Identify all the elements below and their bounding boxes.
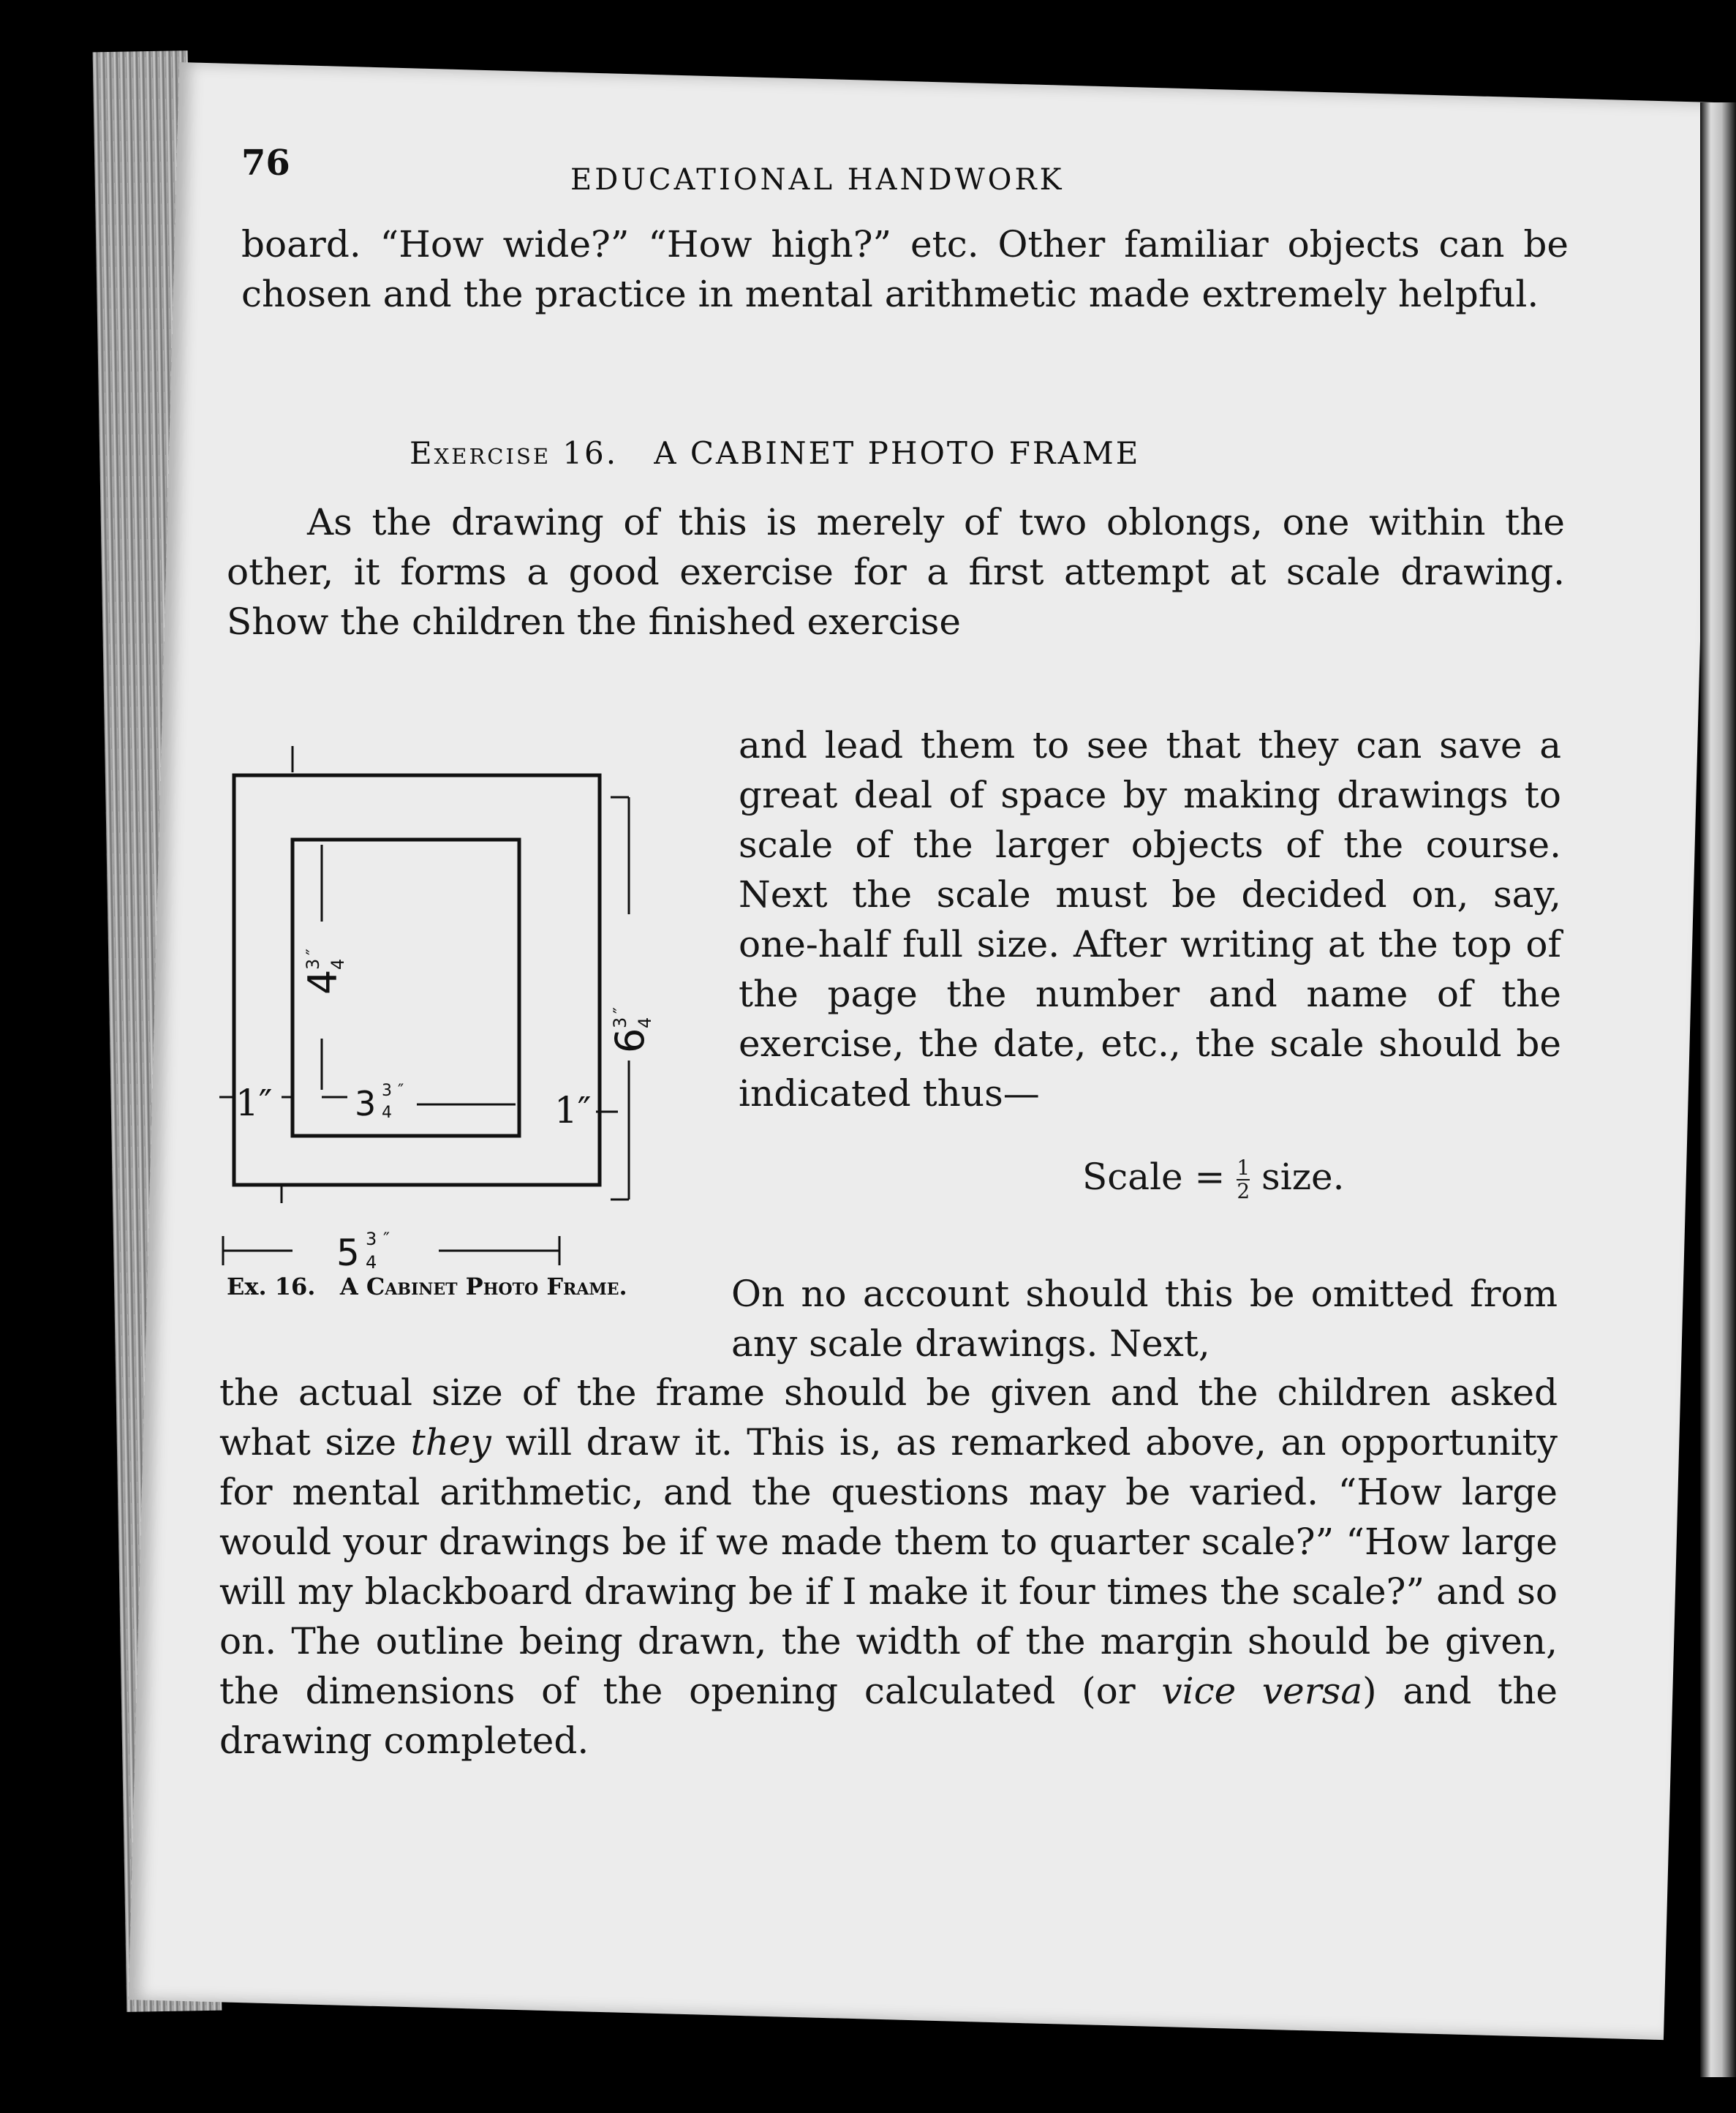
svg-text:4: 4 — [366, 1252, 377, 1273]
scale-prefix: Scale = — [1082, 1156, 1237, 1198]
outer-height-label — [607, 1007, 655, 1053]
next-page-edge — [1700, 102, 1736, 2077]
photo-frame-diagram — [219, 746, 731, 1273]
bottom-emphasis-vice-versa: vice versa — [1161, 1670, 1363, 1712]
svg-text:4: 4 — [300, 969, 346, 995]
svg-text:3: 3 — [610, 1017, 630, 1028]
paragraph-after-scale — [731, 1269, 1558, 1368]
svg-text:6: 6 — [607, 1028, 653, 1053]
scale-num: 1 — [1237, 1156, 1250, 1180]
svg-text:3: 3 — [382, 1082, 392, 1100]
paragraph-side-text: and lead them to see that they can save a great deal of space by making drawings to scale of the larger objects of the course. Next the scale must be decided on, say, one-half full size. After writing at the top of the page the number and name of the exercise, the date, etc., the scale should be indicated thus— — [739, 724, 1561, 1115]
outer-oblong — [234, 775, 600, 1185]
exercise-label: Exercise 16. — [410, 435, 619, 471]
photo-frame-drawing — [219, 746, 731, 1273]
bottom-text-3: ) and the drawing completed. — [219, 1670, 1558, 1762]
svg-text:″: ″ — [398, 1082, 404, 1100]
scale-indication — [1082, 1156, 1345, 1202]
paragraph-intro — [227, 497, 1565, 647]
caption-label: Ex. 16. — [227, 1273, 316, 1300]
scale-den: 2 — [1237, 1179, 1250, 1203]
bottom-text-1: the actual size of the frame should be given and the children asked what size — [219, 1371, 1558, 1464]
paragraph-bottom — [219, 1368, 1558, 1766]
svg-text:4: 4 — [635, 1017, 655, 1028]
svg-text:5: 5 — [336, 1232, 360, 1273]
bottom-text-2: will draw it. This is, as remarked above, an opportunity for mental arithmetic, and the questions may be varied. “How large would your drawings be if we made them to quarter scale?” “How large will my blackboard drawing be if I make it four times the scale?” and so on. The outline being drawn, the width of the margin should be given, the dimensions of the opening calculated (or — [219, 1421, 1558, 1712]
paragraph-side — [739, 720, 1561, 1118]
inner-width-label — [355, 1082, 404, 1123]
outer-width-label — [336, 1229, 390, 1273]
margin-left-label: 1″ — [235, 1082, 273, 1124]
bottom-emphasis-they: they — [410, 1421, 491, 1464]
inner-height-label — [300, 949, 348, 995]
svg-text:″: ″ — [303, 949, 323, 955]
svg-text:3: 3 — [355, 1084, 377, 1123]
svg-text:3: 3 — [303, 958, 323, 970]
paragraph-top — [241, 219, 1569, 319]
svg-text:4: 4 — [382, 1104, 392, 1122]
svg-text:″: ″ — [610, 1007, 630, 1014]
paragraph-after-scale-text: On no account should this be omitted from any scale drawings. Next, — [731, 1273, 1558, 1365]
paragraph-top-text: board. “How wide?” “How high?” etc. Other familiar objects can be chosen and the practice in mental arithmetic made extremely helpful. — [241, 223, 1569, 315]
caption-title: A Cabinet Photo Frame. — [339, 1273, 627, 1300]
svg-text:4: 4 — [328, 958, 348, 970]
exercise-heading — [410, 435, 1140, 471]
margin-right-label: 1″ — [554, 1089, 592, 1131]
svg-text:″: ″ — [383, 1229, 390, 1249]
paragraph-intro-text: As the drawing of this is merely of two oblongs, one within the other, it forms a good exercise for a first attempt at scale drawing. Show the children the finished exercise — [227, 501, 1565, 643]
page-header — [241, 143, 1626, 208]
figure-caption — [227, 1273, 627, 1300]
exercise-title: A CABINET PHOTO FRAME — [654, 435, 1141, 471]
paragraph-bottom-text — [219, 1368, 1558, 1766]
scale-suffix: size. — [1250, 1156, 1345, 1198]
svg-text:3: 3 — [366, 1229, 377, 1249]
page-number: 76 — [241, 143, 290, 184]
scale-fraction — [1237, 1157, 1250, 1202]
running-title: EDUCATIONAL HANDWORK — [570, 163, 1065, 197]
